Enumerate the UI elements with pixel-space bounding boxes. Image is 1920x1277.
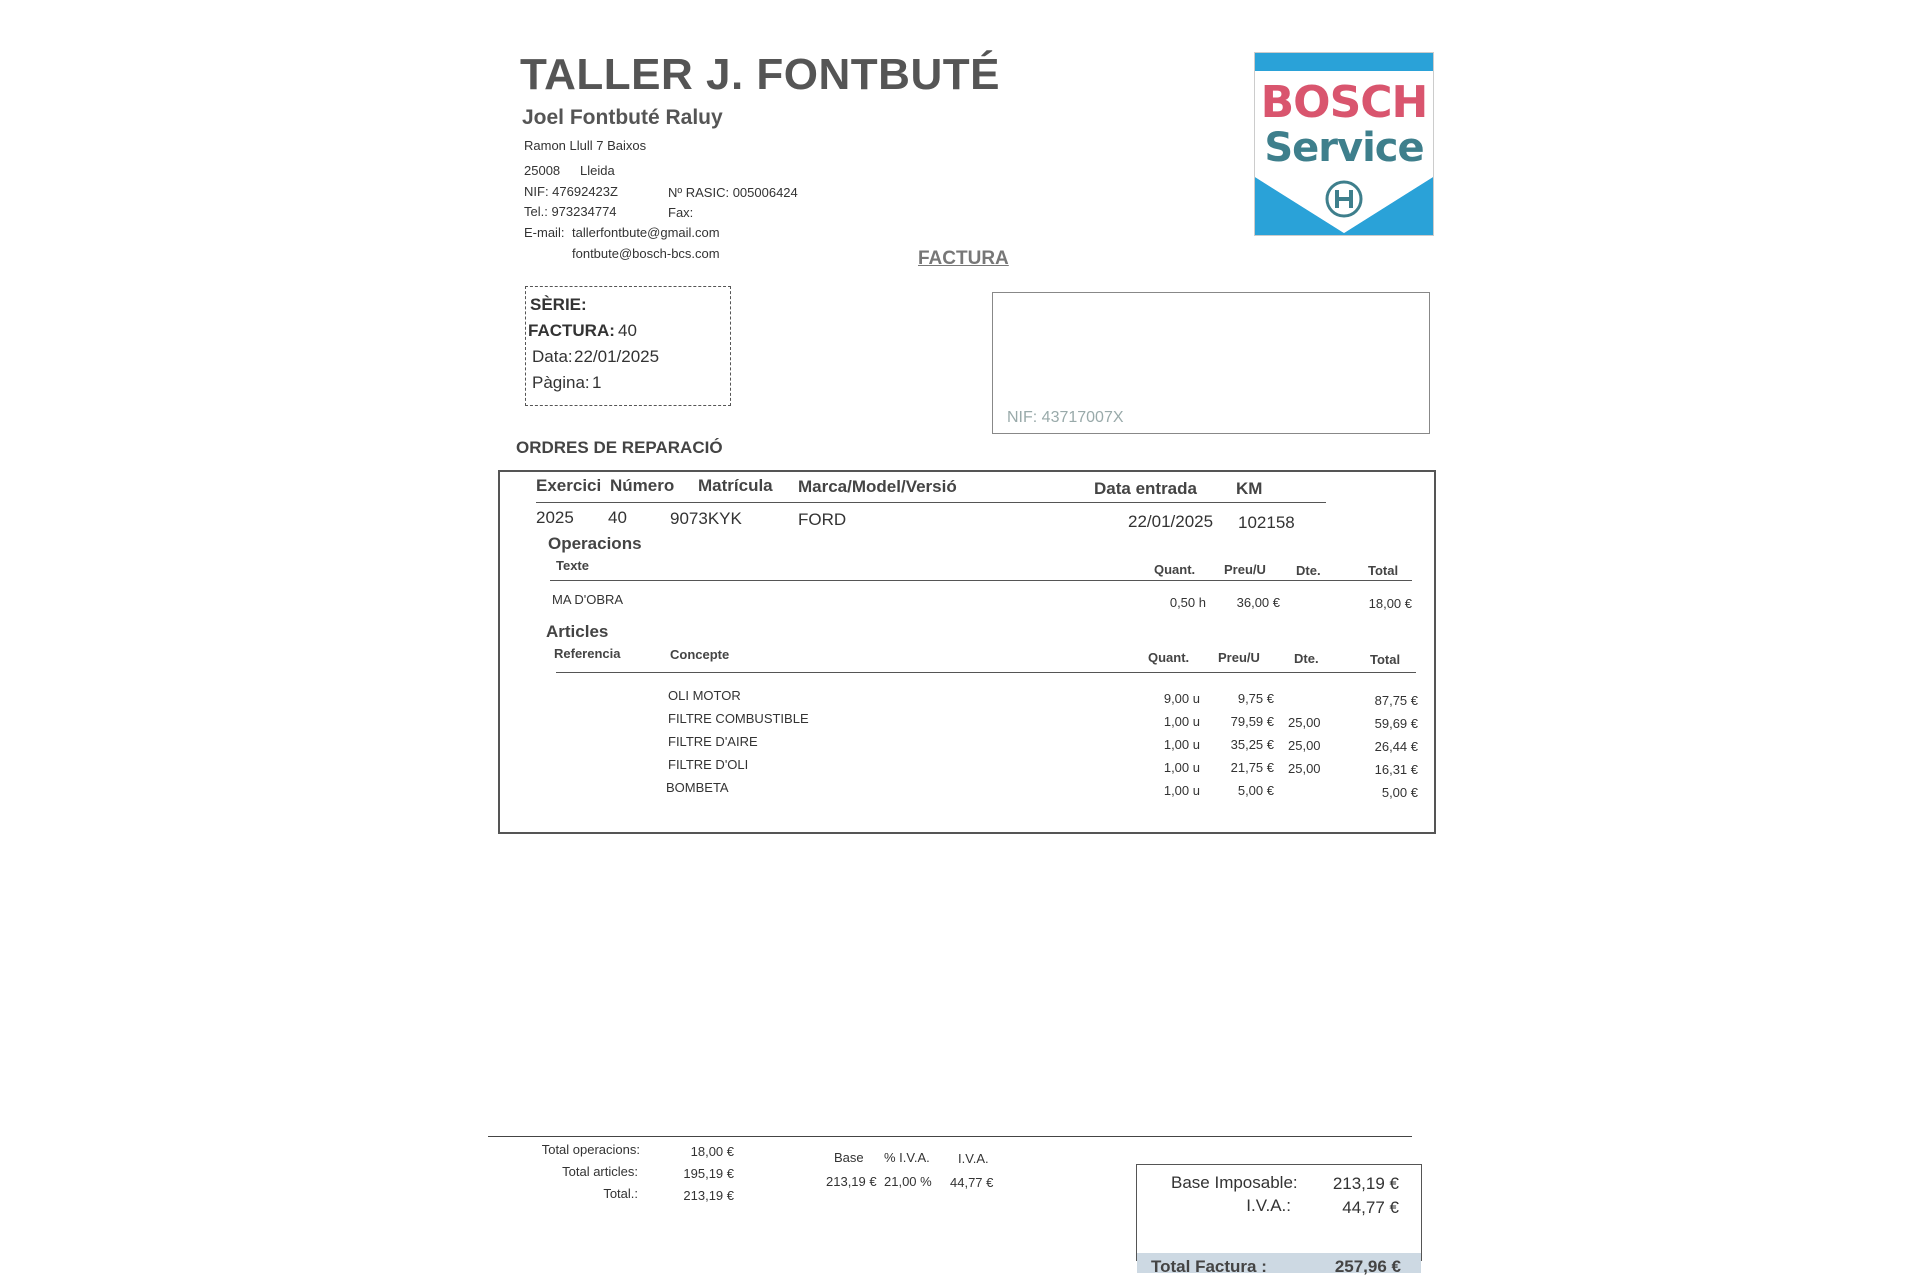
invoice-info-box [525,286,731,406]
order-numero: 40 [608,508,627,527]
articles-header-divider [556,672,1416,673]
art-header-preu: Preu/U [1218,650,1260,665]
article-quant: 1,00 u [1163,737,1200,752]
article-total: 16,31 € [1374,762,1418,777]
art-header-dte: Dte. [1294,651,1319,666]
client-box [992,292,1430,434]
base-imposable-label: Base Imposable: [1171,1173,1298,1192]
article-concepte: FILTRE COMBUSTIBLE [668,711,809,726]
order-data-entrada: 22/01/2025 [1128,512,1214,531]
email-label: E-mail: [524,225,565,240]
company-email-1: tallerfontbute@gmail.com [572,225,720,240]
total-articles-label: Total articles: [562,1164,638,1179]
footer-divider [488,1136,1412,1137]
company-email-2: fontbute@bosch-bcs.com [572,246,720,261]
company-tel: Tel.: 973234774 [524,204,617,219]
factura-number: 40 [618,321,637,340]
repair-orders-box [498,470,1436,834]
article-total: 26,44 € [1374,739,1418,754]
op-header-texte: Texte [556,558,589,573]
total-label: Total.: [603,1186,638,1201]
total-factura-bar [1137,1253,1421,1276]
article-preu: 9,75 € [1237,691,1274,706]
total-articles-value: 195,19 € [683,1166,734,1181]
article-quant: 1,00 u [1163,714,1200,729]
op-header-preu: Preu/U [1224,562,1266,577]
iva-value: 44,77 € [950,1175,994,1190]
header-exercici: Exercici [536,476,602,495]
owner-name: Joel Fontbuté Raluy [522,106,723,129]
header-km: KM [1236,479,1263,498]
article-total: 87,75 € [1374,693,1418,708]
article-preu: 79,59 € [1230,714,1274,729]
article-dte: 25,00 [1288,761,1321,776]
op-header-total: Total [1368,563,1399,578]
op-total: 18,00 € [1368,596,1412,611]
article-total: 5,00 € [1381,785,1418,800]
operations-header-divider [550,580,1412,581]
client-nif: NIF: 43717007X [1007,409,1124,426]
data-label: Data: [532,347,573,366]
op-header-dte: Dte. [1296,563,1321,578]
art-header-quant: Quant. [1148,650,1190,665]
article-dte: 25,00 [1288,715,1321,730]
op-header-quant: Quant. [1154,562,1196,577]
totals-box [1136,1164,1422,1276]
header-data-entrada: Data entrada [1094,479,1197,498]
iva-label: I.V.A. [958,1151,989,1166]
iva-pct-label: % I.V.A. [884,1150,930,1165]
order-matricula: 9073KYK [670,509,742,528]
pagina-label: Pàgina: [532,373,590,392]
iva-pct-value: 21,00 % [884,1174,932,1189]
company-name: TALLER J. FONTBUTÉ [520,50,1000,99]
logo-top-bar [1255,53,1433,71]
company-nif: NIF: 47692423Z [524,184,618,199]
base-imposable-value: 213,19 € [1332,1174,1399,1193]
total-factura-value: 257,96 € [1334,1257,1401,1276]
total-operacions-value: 18,00 € [690,1144,734,1159]
invoice-date: 22/01/2025 [574,347,660,366]
article-concepte: OLI MOTOR [668,688,741,703]
base-value: 213,19 € [826,1174,877,1189]
document-title: FACTURA [918,248,1009,269]
art-header-total: Total [1370,652,1401,667]
operations-title: Operacions [548,534,642,553]
company-city: Lleida [580,163,615,178]
article-concepte: FILTRE D'OLI [668,757,749,772]
article-preu: 5,00 € [1237,783,1274,798]
base-label: Base [834,1150,864,1165]
op-texte: MA D'OBRA [552,592,624,607]
op-preu: 36,00 € [1236,595,1280,610]
article-concepte: FILTRE D'AIRE [668,734,758,749]
article-quant: 9,00 u [1163,691,1200,706]
company-fax: Fax: [668,205,694,220]
header-marca: Marca/Model/Versió [798,477,957,496]
company-address: Ramon Llull 7 Baixos [524,138,647,153]
total-iva-label: I.V.A.: [1246,1196,1291,1215]
article-dte: 25,00 [1288,738,1321,753]
company-postcode: 25008 [524,163,561,178]
bosch-service-logo [1254,52,1434,236]
total-operacions-label: Total operacions: [541,1142,640,1157]
article-concepte: BOMBETA [666,780,729,795]
total-factura-label: Total Factura : [1151,1257,1267,1276]
article-quant: 1,00 u [1163,760,1200,775]
total-iva-value: 44,77 € [1342,1198,1399,1217]
serie-label: SÈRIE: [530,295,587,314]
articles-title: Articles [546,622,609,641]
orders-header-divider [536,502,1326,503]
page-number: 1 [592,373,602,392]
art-header-referencia: Referencia [554,646,621,661]
order-km: 102158 [1238,513,1295,532]
logo-service-text: Service [1264,125,1424,171]
header-numero: Número [610,476,675,495]
article-quant: 1,00 u [1163,783,1200,798]
order-marca: FORD [798,510,847,529]
header-matricula: Matrícula [698,476,773,495]
logo-bosch-text: BOSCH [1260,77,1428,128]
factura-label: FACTURA: [528,321,615,340]
op-quant: 0,50 h [1169,595,1206,610]
repair-orders-title: ORDRES DE REPARACIÓ [516,438,723,457]
art-header-concepte: Concepte [670,647,730,662]
bosch-armature-icon [1255,171,1433,235]
article-total: 59,69 € [1374,716,1418,731]
company-rasic: Nº RASIC: 005006424 [668,185,798,200]
article-preu: 35,25 € [1230,737,1274,752]
total-value: 213,19 € [683,1188,734,1203]
order-exercici: 2025 [536,508,574,527]
article-preu: 21,75 € [1230,760,1274,775]
